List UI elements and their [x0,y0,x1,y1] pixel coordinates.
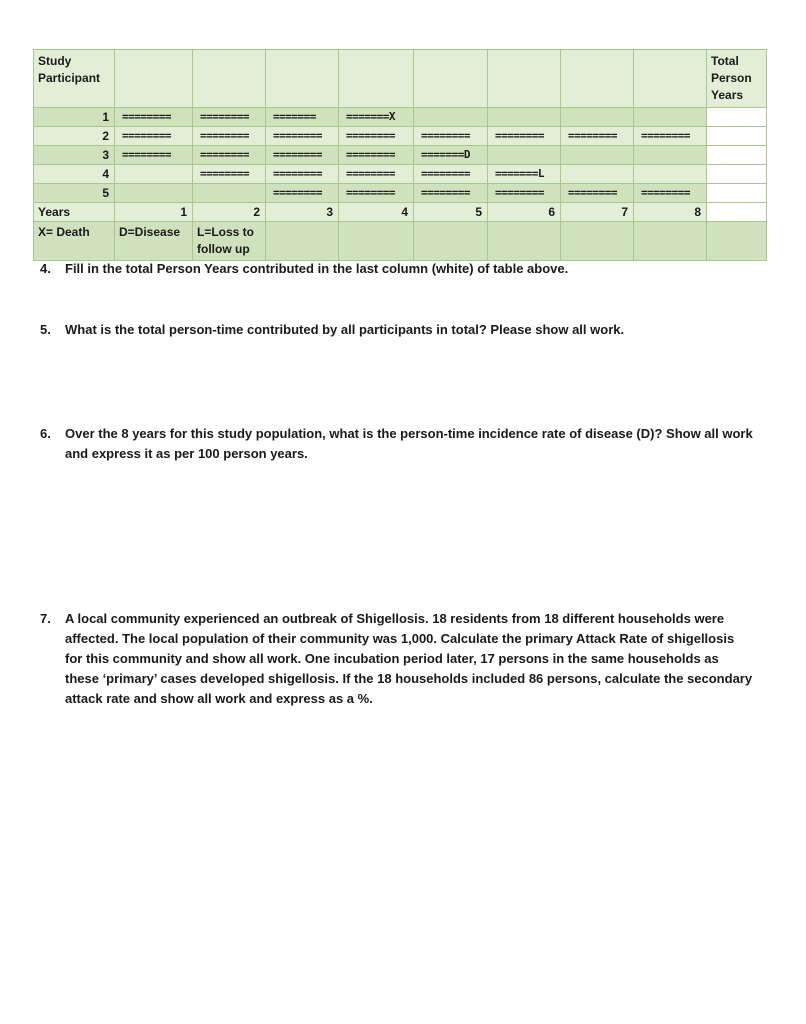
participant-row-4 [34,165,767,184]
timeline-cell: ======== [561,184,634,203]
legend-loss: L=Loss to follow up [193,222,266,261]
participant-row-2 [34,127,767,146]
question-number: 6. [40,426,51,441]
header-participant: Study Participant [34,50,115,108]
total-person-years-input-4[interactable] [707,165,767,184]
person-years-table [33,49,767,261]
timeline-cell [634,146,707,165]
timeline-cell [488,108,561,127]
question-text: Fill in the total Person Years contributed in the last column (white) of table above. [65,261,569,276]
timeline-cell [561,146,634,165]
question-number: 5. [40,322,51,337]
participant-row-1 [34,108,767,127]
total-person-years-input-5[interactable] [707,184,767,203]
question-5 [40,320,755,340]
total-person-years-input-1[interactable] [707,108,767,127]
timeline-cell: ======== [115,127,193,146]
timeline-cell: ======== [339,127,414,146]
timeline-cell: ======== [414,165,488,184]
question-text: What is the total person-time contributed by all participants in total? Please show all work. [65,322,625,337]
timeline-cell: ======== [193,127,266,146]
timeline-cell: ======== [115,108,193,127]
header-total-person-years: Total Person Years [707,50,767,108]
legend-disease: D=Disease [115,222,193,261]
timeline-cell: ======== [339,184,414,203]
year-number: 7 [561,203,634,222]
participant-id: 5 [34,184,115,203]
timeline-cell: ======== [339,165,414,184]
years-row [34,203,767,222]
year-number: 6 [488,203,561,222]
timeline-cell: =======X [339,108,414,127]
timeline-cell: ======== [488,184,561,203]
timeline-cell: ======== [634,127,707,146]
participant-id: 2 [34,127,115,146]
participant-row-3 [34,146,767,165]
year-number: 5 [414,203,488,222]
timeline-cell [414,108,488,127]
year-number: 2 [193,203,266,222]
total-person-years-input-3[interactable] [707,146,767,165]
table-header-row [34,50,767,108]
timeline-cell: ======== [561,127,634,146]
year-number: 1 [115,203,193,222]
timeline-cell: ======== [634,184,707,203]
timeline-cell: ======== [488,127,561,146]
question-text: A local community experienced an outbreak of Shigellosis. 18 residents from 18 different households were affected. The local population of their community was 1,000. Calculate the primary Attack Rate of shigellosis for this community and show all work. One incubation period later, 17 persons in the same households as these ‘primary’ cases developed shigellosis. If the 18 households included 86 persons, calculate the secondary attack rate and show all work and express as a %. [65,611,753,706]
question-number: 4. [40,261,51,276]
timeline-cell: ======== [339,146,414,165]
timeline-cell: =======L [488,165,561,184]
timeline-cell: ======== [414,184,488,203]
question-6 [40,424,755,464]
timeline-cell: ======== [193,146,266,165]
timeline-cell: ======== [266,146,339,165]
legend-row [34,222,767,261]
timeline-cell [115,165,193,184]
question-7 [40,609,755,709]
participant-id: 4 [34,165,115,184]
timeline-cell: ======== [193,108,266,127]
timeline-cell: ======== [266,165,339,184]
total-person-years-input-2[interactable] [707,127,767,146]
timeline-cell: =======D [414,146,488,165]
question-number: 7. [40,611,51,626]
timeline-cell: ======== [414,127,488,146]
timeline-cell [634,108,707,127]
year-number: 4 [339,203,414,222]
timeline-cell [634,165,707,184]
timeline-cell [561,165,634,184]
timeline-cell [115,184,193,203]
year-number: 8 [634,203,707,222]
years-label: Years [34,203,115,222]
timeline-cell: ======== [266,127,339,146]
timeline-cell [488,146,561,165]
question-text: Over the 8 years for this study population, what is the person-time incidence rate of disease (D)? Show all work and express it as per 100 person years. [65,426,753,461]
participant-id: 3 [34,146,115,165]
timeline-cell: ======== [266,184,339,203]
timeline-cell [561,108,634,127]
participant-row-5 [34,184,767,203]
timeline-cell [193,184,266,203]
year-number: 3 [266,203,339,222]
legend-death: X= Death [34,222,115,261]
timeline-cell: ======== [115,146,193,165]
question-4 [40,259,755,279]
timeline-cell: ======== [193,165,266,184]
timeline-cell: ======= [266,108,339,127]
participant-id: 1 [34,108,115,127]
